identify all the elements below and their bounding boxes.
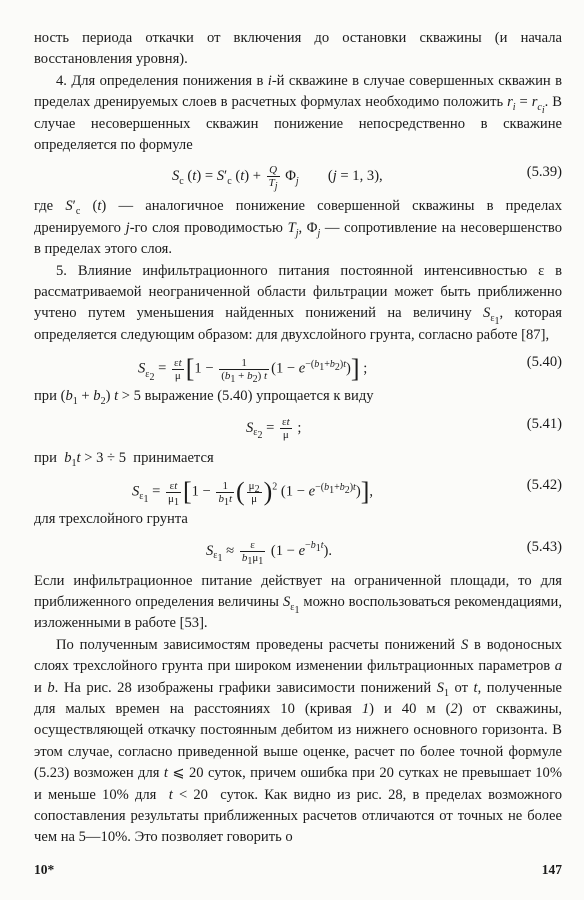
paragraph-3: где $S'_c$ (t) — аналогичное понижение совершенной скважины в пределах дренируемого j-го слоя проводимостью $T_j$, $\Phi_j$ — сопротивление на несовершенство в пределах этого слоя. <box>34 198 563 258</box>
equation-number: (5.41) <box>526 415 562 432</box>
paragraph-6: при $b_1t > 3 \div 5$ принимается <box>34 449 214 469</box>
page-footer <box>34 862 562 878</box>
equation-number: (5.42) <box>526 477 562 494</box>
paragraph-4: 5. Влияние инфильтрационного питания постоянной интенсивностью ε в рассматриваемой неограниченной области фильтрации может быть приближенно учтено путем уменьшения найденных понижений на величину $S_{\varepsilon_1}$, которая определяется следующим образом: для двухслойного грунта, согласно работе [87], <box>34 262 562 343</box>
paragraph-1: ность периода откачки от включения до остановки скважины (и начала восстановления уровня). <box>34 30 562 68</box>
paragraph-9: По полученным зависимостям проведены расчеты понижений S в водоносных слоях трехслойного грунта при широком изменении фильтрационных параметров a и b. На рис. 28 изображены графики зависимости понижений $S_1$ от t, полученные для малых времен на расстояниях 10 (кривая 1) и 40 м (2) от скважины, осуществляющей откачку постоянным дебитом из нижнего основного горизонта. В этом случае, согласно приведенной выше оценке, расчет по более точной формуле (5.23) возможен для t ⩽ 20 суток, причем ошибка при 20 сутках не превышает 10% и меньше 10% для t < 20 суток. Как видно из рис. 28, в пределах возможного сопоставления результаты приближенных расчетов отличаются от точных не более чем на 5—10%. Это позволяет говорить о <box>34 636 563 846</box>
paragraph-5: при $(b_1 + b_2) t > 5$ выражение (5.40) упрощается к виду <box>34 388 374 408</box>
paragraph-7: для трехслойного грунта <box>34 511 188 528</box>
equation-number: (5.40) <box>526 354 562 371</box>
page-number: 147 <box>541 862 562 877</box>
equation-5-41: $S_{\varepsilon_2}$ = $\frac{\varepsilon t}{\mu}$ ; (5.41) <box>246 415 562 442</box>
equation-5-43: $S_{\varepsilon_1}$ ≈ $\frac{\varepsilon}{b_1\mu_1}$ $(1 - e^{-b_1t})$. (5.43) <box>206 538 562 567</box>
paragraph-2: 4. Для определения понижения в i-й скважине в случае совершенных скважин в пределах дренируемых слоев в расчетных формулах необходимо положить $r_i = r_{c_i}$. В случае несовершенных скважин понижение непосредственно в скважине определяется по формуле <box>34 72 562 154</box>
equation-5-39: $S_c$ $(t) = S'_c$ (t) + $\frac{Q}{T_j}$ $\Phi_j$ (j = 1, 3), (5.39) <box>172 164 562 193</box>
equation-number: (5.43) <box>526 538 562 555</box>
equation-5-42: $S_{\varepsilon_1}$ = $\frac{\varepsilon t}{\mu_1}$ [1 − $\frac{1}{b_1t}$ ( $\frac{\mu_2}{\mu}$ )$^2$ $(1 - e^{-(b_1+b_2)t})$], (5.42) <box>132 477 562 508</box>
paragraph-8: Если инфильтрационное питание действует на ограниченной площади, то для приближенного определения величины $S_{\varepsilon_1}$ можно воспользоваться рекомендациями, изложенными в работе [53]. <box>34 572 562 632</box>
signature-mark: 10* <box>34 862 55 877</box>
equation-number: (5.39) <box>526 164 562 181</box>
equation-5-40: $S_{\varepsilon_2}$ = $\frac{\varepsilon t}{\mu}$ [1 − $\frac{1}{(b_1 + b_2) t}$ $(1 - e^{-(b_1+b_2)t})$] ; (5.40) <box>138 354 562 385</box>
page-body <box>34 28 562 849</box>
